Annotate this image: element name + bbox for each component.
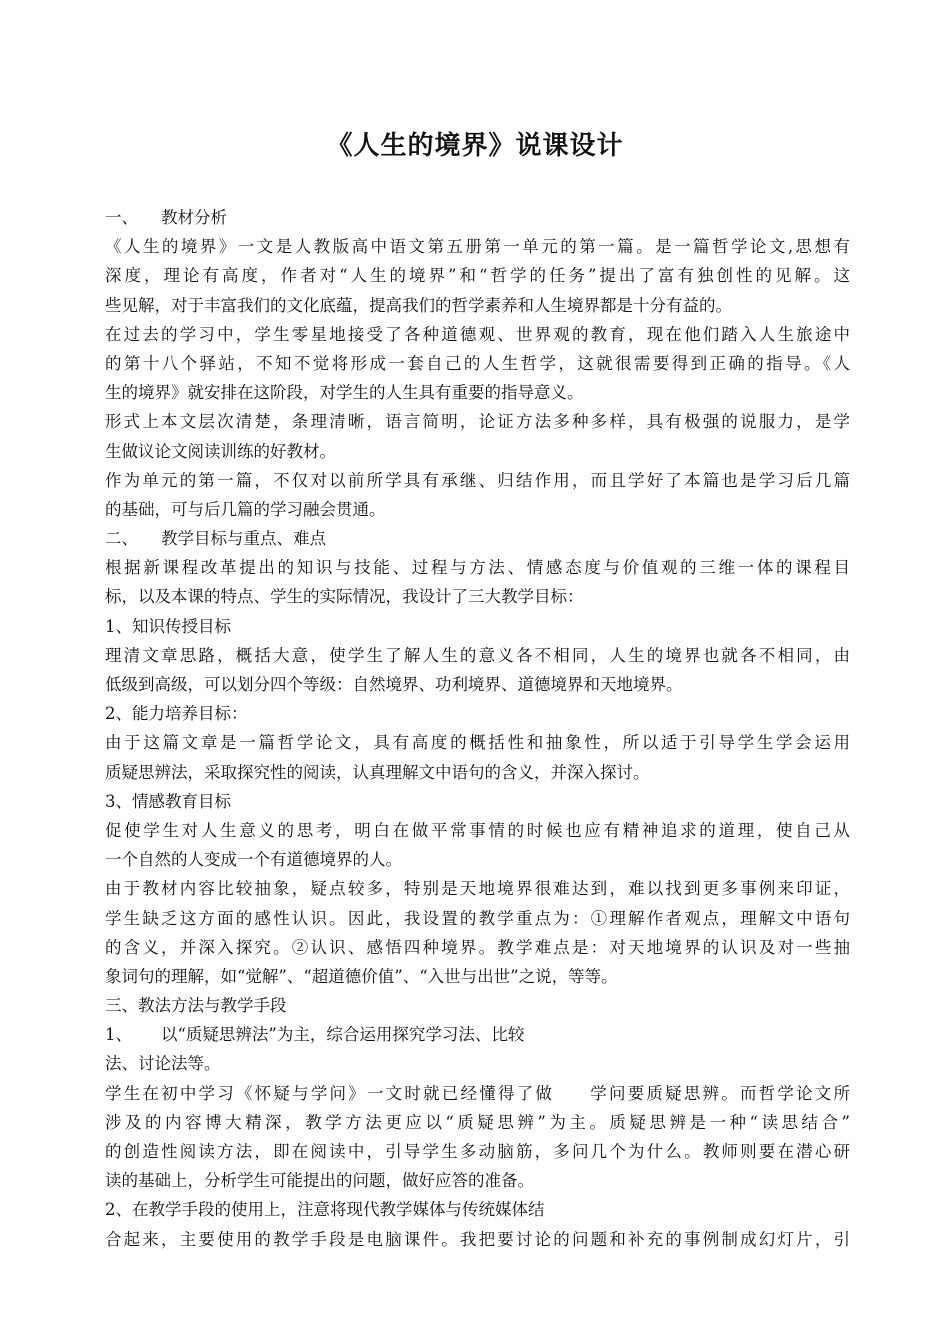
paragraph-line: 的含义，并深入探究。②认识、感悟四种境界。教学难点是：对天地境界的认识及对一些抽 <box>105 937 850 957</box>
paragraph-line: 的基础，可与后几篇的学习融会贯通。 <box>105 499 386 519</box>
section-heading-3: 三、教法方法与教学手段 <box>105 996 287 1016</box>
paragraph-line: 生做议论文阅读训练的好教材。 <box>105 441 336 461</box>
paragraph-line: 合起来，主要使用的教学手段是电脑课件。我把要讨论的问题和补充的事例制成幻灯片，引 <box>105 1229 850 1249</box>
paragraph-line: 根据新课程改革提出的知识与技能、过程与方法、情感态度与价值观的三维一体的课程目 <box>105 558 850 578</box>
method-item-1 <box>105 1020 850 1049</box>
paragraph-line: 一个自然的人变成一个有道德境界的人。 <box>105 850 402 870</box>
paragraph-line: 生的境界》就安排在这阶段，对学生的人生具有重要的指导意义。 <box>105 383 584 403</box>
text-span: 学生在初中学习《怀疑与学问》一文时就已经懂得了做 <box>105 1083 555 1103</box>
paragraph-line: 学生缺乏这方面的感性认识。因此，我设置的教学重点为：①理解作者观点，理解文中语句 <box>105 908 850 928</box>
paragraph-line: 作为单元的第一篇，不仅对以前所学具有承继、归结作用，而且学好了本篇也是学习后几篇 <box>105 470 850 490</box>
text-span: 学问要质疑思辨。而哲学论文所 <box>588 1083 850 1103</box>
document-body <box>105 203 850 1254</box>
method-item-2: 2、在教学手段的使用上，注意将现代教学媒体与传统媒体结 <box>105 1200 545 1220</box>
item-text: 以“质疑思辨法”为主，综合运用探究学习法、比较 <box>161 1025 525 1045</box>
paragraph-line: 法、讨论法等。 <box>105 1054 221 1074</box>
paragraph-line: 低级到高级，可以划分四个等级：自然境界、功利境界、道德境界和天地境界。 <box>105 675 683 694</box>
paragraph-line: 质疑思辨法，采取探究性的阅读，认真理解文中语句的含义，并深入探讨。 <box>105 762 650 782</box>
paragraph-line: 理清文章思路，概括大意，使学生了解人生的意义各不相同，人生的境界也就各不相同，由 <box>105 645 850 665</box>
subheading-goal-1: 1、知识传授目标 <box>105 616 231 636</box>
paragraph-line: 《人生的境界》一文是人教版高中语文第五册第一单元的第一篇。是一篇哲学论文,思想有 <box>105 237 850 257</box>
paragraph-line: 读的基础上，分析学生可能提出的问题，做好应答的准备。 <box>105 1171 534 1191</box>
paragraph-line: 形式上本文层次清楚，条理清晰，语言简明，论证方法多种多样，具有极强的说服力，是学 <box>105 412 850 432</box>
paragraph-line <box>105 1079 850 1108</box>
paragraph-line: 由于教材内容比较抽象，疑点较多，特别是天地境界很难达到，难以找到更多事例来印证， <box>105 879 850 899</box>
paragraph-line: 涉及的内容博大精深，教学方法更应以“质疑思辨”为主。质疑思辨是一种“读思结合” <box>105 1112 850 1132</box>
section-title: 教学目标与重点、难点 <box>161 529 326 549</box>
paragraph-line: 深度，理论有高度，作者对“人生的境界”和“哲学的任务”提出了富有独创性的见解。这 <box>105 266 850 286</box>
document-title: 《人生的境界》说课设计 <box>326 131 624 161</box>
subheading-goal-2: 2、能力培养目标： <box>105 704 248 724</box>
paragraph-line: 些见解，对于丰富我们的文化底蕴，提高我们的哲学素养和人生境界都是十分有益的。 <box>105 295 732 315</box>
paragraph-line: 标，以及本课的特点、学生的实际情况，我设计了三大教学目标： <box>105 587 584 607</box>
paragraph-line: 促使学生对人生意义的思考，明白在做平常事情的时候也应有精神追求的道理，使自己从 <box>105 820 850 840</box>
paragraph-line: 象词句的理解，如“觉解”、“超道德价值”、“入世与出世”之说，等等。 <box>105 966 618 986</box>
paragraph-line: 的创造性阅读方法，即在阅读中，引导学生多动脑筋，多问几个为什么。教师则要在潜心研 <box>105 1142 850 1161</box>
section-title: 教材分析 <box>161 208 227 227</box>
section-heading-1 <box>105 203 850 232</box>
section-number: 一、 <box>105 208 138 227</box>
paragraph-line: 在过去的学习中，学生零星地接受了各种道德观、世界观的教育，现在他们踏入人生旅途中 <box>105 324 850 344</box>
item-number: 1、 <box>105 1025 132 1045</box>
section-heading-2 <box>105 524 850 553</box>
paragraph-line: 由于这篇文章是一篇哲学论文，具有高度的概括性和抽象性，所以适于引导学生学会运用 <box>105 733 850 753</box>
paragraph-line: 的第十八个驿站，不知不觉将形成一套自己的人生哲学，这就很需要得到正确的指导。《人 <box>105 353 850 373</box>
subheading-goal-3: 3、情感教育目标 <box>105 791 231 811</box>
section-number: 二、 <box>105 529 138 549</box>
